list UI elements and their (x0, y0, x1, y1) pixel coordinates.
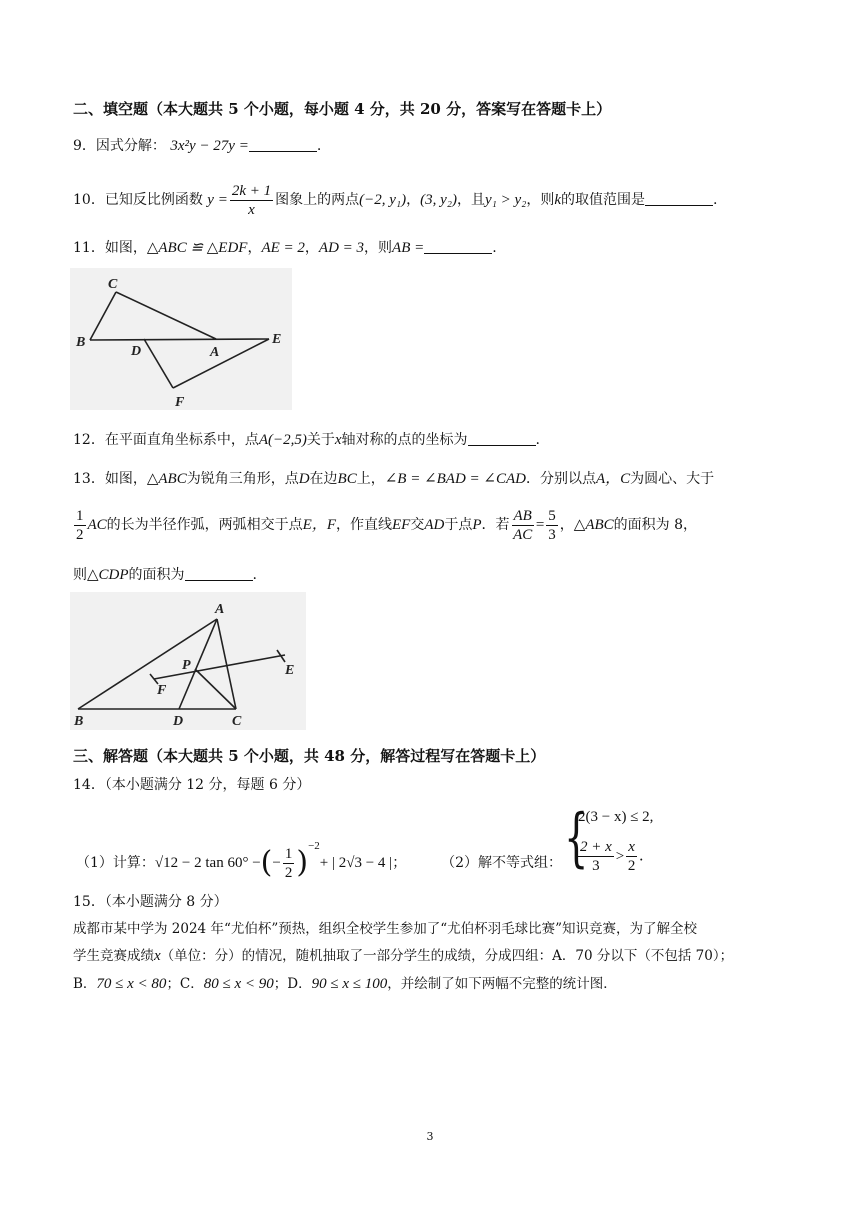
q11-ad: AD = 3 (318, 240, 365, 256)
q10-mid: 图象上的两点 (275, 192, 360, 208)
q11-ab: AB = (392, 240, 425, 256)
q14-minus: − (272, 855, 281, 871)
segment-ab (78, 619, 217, 709)
segment-fe (173, 339, 269, 388)
q13-points-ef: E，F (302, 517, 336, 533)
segment-pc (195, 669, 236, 709)
question-13-line-1 (73, 469, 714, 489)
q14-left-paren: ( (260, 845, 273, 880)
ineq2-gt: > (615, 848, 625, 865)
segment-be (90, 339, 269, 340)
q12-x: x (334, 432, 342, 448)
q14-exponent: −2 (308, 840, 320, 852)
line-ef (154, 655, 285, 679)
q15-range-b: 70 ≤ x < 80 (96, 976, 167, 992)
q9-answer-blank (249, 137, 317, 152)
q10-comma: ， (406, 192, 421, 208)
q13-text-2d: 于点 (444, 517, 473, 533)
q13-text-1a: 如图， (104, 471, 147, 487)
ineq2-left (578, 838, 614, 875)
q13-text-2g: 的面积为 8， (613, 517, 698, 533)
ineq2-right-den: 2 (627, 858, 636, 874)
figure-1-drawing (70, 268, 292, 410)
label-c: C (232, 714, 242, 729)
question-14-header (73, 775, 310, 795)
q10-period: . (713, 192, 718, 208)
segment-ca (116, 292, 216, 339)
question-15-line-3 (73, 974, 617, 994)
q13-half-den: 2 (76, 526, 84, 543)
q15-range-d: 90 ≤ x ≤ 100 (311, 976, 388, 992)
q10-end-text: 的取值范围是 (561, 192, 646, 208)
q13-ratio-den: AC (513, 526, 533, 543)
q10-point-2: (3, y₂) (420, 192, 457, 208)
q13-half-num: 1 (76, 507, 84, 524)
q9-expression: 3x²y − 27y = (170, 138, 249, 154)
q13-text-2e: ．若 (481, 517, 510, 533)
question-14-parts (76, 806, 562, 886)
q11-period: . (492, 240, 497, 256)
q14-frac-num: 1 (284, 845, 293, 862)
q12-text: 在平面直角坐标系中，点 (104, 432, 259, 448)
q10-frac-denominator: x (248, 201, 255, 218)
q11-congruence: △ABC ≌ △EDF (146, 240, 248, 256)
q14-frac-den: 2 (284, 864, 293, 881)
section-3-title: 三、解答题（本大题共 5 个小题，共 48 分，解答过程写在答题卡上） (73, 747, 546, 765)
q14-inequality-system (564, 801, 684, 878)
q10-pre: 已知反比例函数 (104, 192, 203, 208)
q12-answer-blank (468, 431, 536, 446)
q10-number: 10． (73, 192, 105, 208)
brace: { (564, 801, 589, 875)
label-p: P (182, 658, 191, 673)
q14-frac (283, 845, 295, 882)
q10-y-eq: y = (207, 192, 228, 208)
q14-part-2-label: （2）解不等式组： (441, 855, 563, 871)
q13-text-2b: ，作直线 (336, 517, 392, 533)
ineq2-right-num: x (628, 839, 635, 855)
q10-mid3: ，则 (526, 192, 555, 208)
q11-text: 如图， (104, 240, 147, 256)
inequality-2 (576, 838, 644, 875)
q13-cdp: △CDP (87, 567, 129, 583)
q13-text-1d: 上， (356, 471, 385, 487)
q9-text: 因式分解： (95, 138, 166, 154)
question-13-line-2 (72, 502, 697, 548)
q13-bc: BC (337, 471, 357, 487)
label-c: C (108, 277, 118, 292)
q12-period: . (535, 432, 540, 448)
q10-frac-numerator: 2k + 1 (231, 182, 272, 199)
q12-point: A(−2,5) (258, 432, 307, 448)
label-b: B (76, 335, 86, 350)
q11-comma-2: ， (304, 240, 319, 256)
q14-number: 14． (73, 777, 105, 793)
q15-number: 15． (73, 894, 105, 910)
figure-congruent-triangles (70, 268, 292, 410)
question-13-line-3 (73, 565, 257, 585)
ineq2-left-num: 2 + x (580, 839, 612, 855)
q14-part-1-label: （1）计算： (76, 855, 155, 871)
q15-text-3d: ，并绘制了如下两幅不完整的统计图． (387, 976, 617, 992)
q15-text-3c: ；D． (273, 976, 312, 992)
q13-text-1b: 为锐角三角形，点 (186, 471, 299, 487)
q15-text-3b: ；C． (166, 976, 204, 992)
q15-text-2a: 学生竞赛成绩 (73, 948, 154, 964)
question-10 (73, 180, 717, 220)
q13-value-num: 5 (548, 507, 556, 524)
figure-2-drawing (70, 592, 306, 730)
inequality-1: 2(3 − x) ≤ 2, (578, 809, 654, 825)
label-e: E (272, 332, 282, 347)
label-e: E (285, 663, 295, 678)
question-12 (73, 430, 540, 450)
q13-value (546, 507, 558, 544)
label-b: B (74, 714, 84, 729)
q9-period: . (316, 138, 322, 154)
question-11 (73, 238, 497, 258)
q13-text-1e: ．分别以点 (526, 471, 596, 487)
label-d: D (131, 344, 142, 359)
q12-mid: 关于 (306, 432, 335, 448)
question-15-line-1: 成都市某中学为 2024 年“尤伯杯”预热，组织全校学生参加了“尤伯杯羽毛球比赛”知识竞赛，为了解全校 (73, 921, 698, 937)
question-15-header (73, 892, 228, 912)
q10-answer-blank (645, 191, 713, 206)
q12-number: 12． (73, 432, 105, 448)
q13-ratio (512, 507, 534, 544)
q11-then: ，则 (364, 240, 393, 256)
q14-part-1-end: ； (392, 855, 407, 871)
q14-note: （本小题满分 12 分，每题 6 分） (104, 777, 311, 793)
q15-text-3a: B． (73, 976, 97, 992)
ineq2-right (626, 838, 637, 875)
q13-period: . (252, 567, 257, 583)
q13-text-2f: ， (559, 517, 574, 533)
segment-df (144, 339, 173, 388)
q13-text-3a: 则 (73, 567, 87, 583)
q13-text-1c: 在边 (309, 471, 338, 487)
q13-ac: AC (87, 517, 107, 533)
q11-ae: AE = 2 (261, 240, 305, 256)
q10-point-1: (−2, y₁) (359, 192, 407, 208)
ineq2-left-den: 3 (592, 858, 600, 874)
q13-ratio-num: AB (513, 507, 532, 524)
q13-text-2c: 交 (410, 517, 425, 533)
q15-range-c: 80 ≤ x < 90 (203, 976, 274, 992)
label-a: A (215, 602, 225, 617)
label-f: F (175, 395, 185, 410)
q13-d: D (298, 471, 310, 487)
q14-part-1-expr-b: + | 2√3 − 4 | (319, 855, 393, 871)
q11-answer-blank (424, 239, 492, 254)
q15-x: x (154, 948, 161, 964)
label-a: A (210, 345, 220, 360)
q9-number: 9． (73, 138, 96, 154)
q13-text-1f: 为圆心、大于 (630, 471, 715, 487)
q10-k: k (554, 192, 562, 208)
page-number: 3 (426, 1130, 434, 1143)
q13-half (74, 507, 86, 544)
q13-text-2a: 的长为半径作弧，两弧相交于点 (106, 517, 303, 533)
q13-triangle: △ABC (146, 471, 187, 487)
label-d: D (173, 714, 184, 729)
q13-equals: = (535, 517, 545, 533)
q13-answer-blank (185, 566, 253, 581)
label-f: F (157, 683, 167, 698)
q13-ef: EF (392, 517, 411, 533)
question-15-line-2 (73, 946, 733, 966)
q13-value-den: 3 (548, 526, 556, 543)
q13-points-ac: A，C (596, 471, 631, 487)
segment-cb (90, 292, 116, 340)
q10-condition: y₁ > y₂ (484, 192, 527, 208)
q13-angles: ∠B = ∠BAD = ∠CAD (384, 471, 526, 487)
ineq2-end: . (638, 846, 644, 865)
figure-triangle-construction (70, 592, 306, 730)
q14-part-1-expr-a: √12 − 2 tan 60° − (154, 855, 261, 871)
question-9 (73, 136, 321, 156)
q15-text-2b: （单位：分）的情况，随机抽取了一部分学生的成绩，分成四组：A．70 分以下（不包括 70）； (160, 948, 734, 964)
q13-triangle-2: △ABC (573, 517, 614, 533)
section-2-title: 二、填空题（本大题共 5 个小题，每小题 4 分，共 20 分，答案写在答题卡上） (73, 100, 612, 118)
q11-comma-1: ， (247, 240, 262, 256)
q10-fraction (230, 182, 273, 219)
q15-note: （本小题满分 8 分） (104, 894, 228, 910)
q13-p: P (472, 517, 482, 533)
q11-number: 11． (73, 240, 105, 256)
q13-ad: AD (424, 517, 445, 533)
q14-right-paren: ) (296, 845, 309, 880)
q10-mid2: ，且 (456, 192, 485, 208)
q13-text-3b: 的面积为 (128, 567, 185, 583)
q13-number: 13． (73, 471, 105, 487)
q12-tail: 轴对称的点的坐标为 (341, 432, 468, 448)
